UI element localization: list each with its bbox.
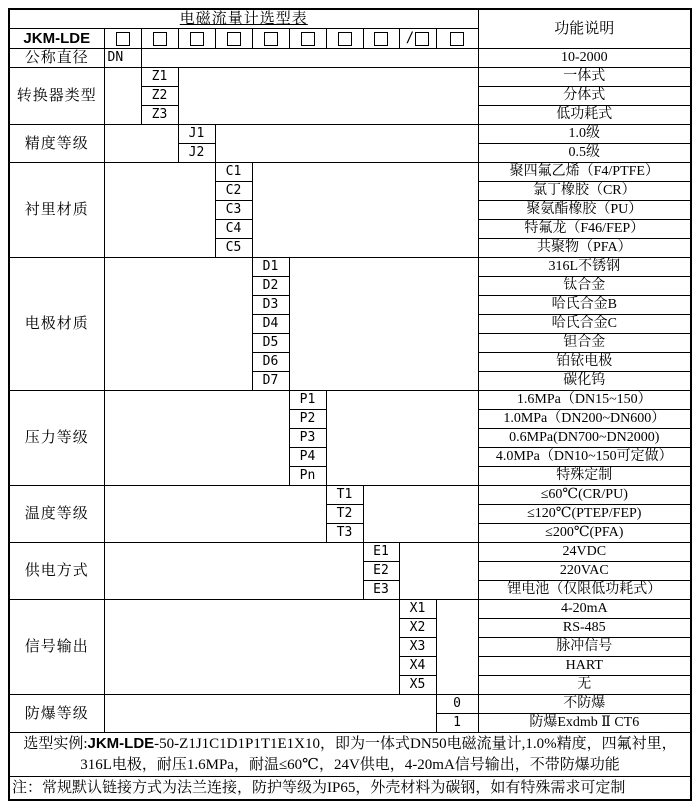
checkbox-icon[interactable]: [374, 32, 388, 46]
code-cell: C5: [215, 239, 252, 258]
category-label: 压力等级: [9, 391, 104, 486]
code-cell: 0: [436, 695, 478, 714]
function-cell: 0.6MPa(DN700~DN2000): [478, 429, 691, 448]
empty-cell: [104, 391, 289, 486]
note-text: 注：常规默认链接方式为法兰连接，防护等级为IP65，外壳材料为碳钢，如有特殊需求可定制: [9, 777, 691, 801]
function-cell: 哈氏合金C: [478, 315, 691, 334]
function-cell: 锂电池（仅限低功耗式）: [478, 581, 691, 600]
model-checkbox-cell[interactable]: [436, 29, 478, 49]
empty-cell: [104, 600, 399, 695]
function-cell: 钽合金: [478, 334, 691, 353]
category-label: 精度等级: [9, 125, 104, 163]
category-label: 信号输出: [9, 600, 104, 695]
category-label: 温度等级: [9, 486, 104, 543]
function-cell: 聚四氟乙烯（F4/PTFE）: [478, 163, 691, 182]
function-cell: 0.5级: [478, 144, 691, 163]
empty-cell: [436, 600, 478, 695]
function-header: 功能说明: [478, 9, 691, 49]
code-cell: C3: [215, 201, 252, 220]
example-line-2: 316L电极，耐压1.6MPa，耐温≤60℃，24V供电，4-20mA信号输出，不带防爆功能: [80, 757, 620, 773]
checkbox-icon[interactable]: [264, 32, 278, 46]
empty-cell: [399, 543, 478, 600]
code-cell: C2: [215, 182, 252, 201]
code-cell: D4: [252, 315, 289, 334]
function-cell: HART: [478, 657, 691, 676]
model-checkbox-cell[interactable]: [289, 29, 326, 49]
code-cell: D6: [252, 353, 289, 372]
checkbox-icon[interactable]: [301, 32, 315, 46]
code-cell: Z2: [141, 87, 178, 106]
function-cell: 铂铱电极: [478, 353, 691, 372]
empty-cell: [104, 695, 436, 733]
category-label: 电极材质: [9, 258, 104, 391]
slash-separator: /: [405, 30, 415, 46]
code-cell: J1: [178, 125, 215, 144]
empty-cell: [252, 163, 478, 258]
checkbox-icon[interactable]: [450, 32, 464, 46]
category-label: 供电方式: [9, 543, 104, 600]
code-cell: E3: [363, 581, 399, 600]
empty-cell: [141, 49, 478, 68]
model-checkbox-cell[interactable]: [363, 29, 399, 49]
example-model-code: JKM-LDE: [87, 735, 155, 752]
code-cell: P2: [289, 410, 326, 429]
function-cell: 无: [478, 676, 691, 695]
function-cell: RS-485: [478, 619, 691, 638]
code-cell: P3: [289, 429, 326, 448]
model-checkbox-cell[interactable]: [178, 29, 215, 49]
code-cell: X4: [399, 657, 436, 676]
model-prefix: JKM-LDE: [9, 29, 104, 49]
function-cell: 4-20mA: [478, 600, 691, 619]
checkbox-icon[interactable]: [116, 32, 130, 46]
function-cell: 防爆Exdmb Ⅱ CT6: [478, 714, 691, 733]
category-label: 防爆等级: [9, 695, 104, 733]
function-cell: 钛合金: [478, 277, 691, 296]
function-cell: 共聚物（PFA）: [478, 239, 691, 258]
function-cell: 220VAC: [478, 562, 691, 581]
empty-cell: [104, 163, 215, 258]
code-cell: X1: [399, 600, 436, 619]
code-cell: Z1: [141, 68, 178, 87]
empty-cell: [178, 68, 478, 125]
empty-cell: [363, 486, 478, 543]
code-cell: T1: [326, 486, 363, 505]
selection-example: [9, 733, 691, 777]
code-cell: T2: [326, 505, 363, 524]
function-cell: 分体式: [478, 87, 691, 106]
function-cell: 1.0MPa（DN200~DN600）: [478, 410, 691, 429]
code-cell: X2: [399, 619, 436, 638]
category-label: 公称直径: [9, 49, 104, 68]
empty-cell: [104, 258, 252, 391]
category-label: 转换器类型: [9, 68, 104, 125]
function-cell: ≤200℃(PFA): [478, 524, 691, 543]
code-cell: D7: [252, 372, 289, 391]
code-cell: X5: [399, 676, 436, 695]
function-cell: 氯丁橡胶（CR）: [478, 182, 691, 201]
checkbox-icon[interactable]: [338, 32, 352, 46]
code-cell: DN: [104, 49, 141, 68]
code-cell: D1: [252, 258, 289, 277]
code-cell: C1: [215, 163, 252, 182]
empty-cell: [104, 68, 141, 125]
code-cell: D5: [252, 334, 289, 353]
code-cell: X3: [399, 638, 436, 657]
empty-cell: [326, 391, 478, 486]
model-checkbox-cell[interactable]: [326, 29, 363, 49]
function-cell: 不防爆: [478, 695, 691, 714]
function-cell: 脉冲信号: [478, 638, 691, 657]
function-cell: 4.0MPa（DN10~150可定做）: [478, 448, 691, 467]
code-cell: 1: [436, 714, 478, 733]
category-label: 衬里材质: [9, 163, 104, 258]
function-cell: 聚氨酯橡胶（PU）: [478, 201, 691, 220]
code-cell: E2: [363, 562, 399, 581]
model-checkbox-cell[interactable]: [215, 29, 252, 49]
function-cell: 24VDC: [478, 543, 691, 562]
code-cell: C4: [215, 220, 252, 239]
empty-cell: [289, 258, 478, 391]
code-cell: Pn: [289, 467, 326, 486]
function-cell: 哈氏合金B: [478, 296, 691, 315]
code-cell: D2: [252, 277, 289, 296]
checkbox-icon[interactable]: [415, 32, 429, 46]
checkbox-icon[interactable]: [227, 32, 241, 46]
code-cell: D3: [252, 296, 289, 315]
code-cell: Z3: [141, 106, 178, 125]
code-cell: T3: [326, 524, 363, 543]
checkbox-icon[interactable]: [153, 32, 167, 46]
function-cell: 1.6MPa（DN15~150）: [478, 391, 691, 410]
checkbox-icon[interactable]: [190, 32, 204, 46]
function-cell: 1.0级: [478, 125, 691, 144]
empty-cell: [104, 125, 178, 163]
function-cell: 一体式: [478, 68, 691, 87]
function-cell: 316L不锈钢: [478, 258, 691, 277]
code-cell: P4: [289, 448, 326, 467]
empty-cell: [215, 125, 478, 163]
code-cell: P1: [289, 391, 326, 410]
model-checkbox-cell[interactable]: [104, 29, 141, 49]
code-cell: J2: [178, 144, 215, 163]
model-checkbox-cell[interactable]: [141, 29, 178, 49]
function-cell: 10-2000: [478, 49, 691, 68]
function-cell: 特殊定制: [478, 467, 691, 486]
model-checkbox-cell[interactable]: [399, 29, 436, 49]
function-cell: 低功耗式: [478, 106, 691, 125]
page-title: 电磁流量计选型表: [9, 9, 478, 29]
function-cell: 碳化钨: [478, 372, 691, 391]
function-cell: ≤120℃(PTEP/FEP): [478, 505, 691, 524]
function-cell: ≤60℃(CR/PU): [478, 486, 691, 505]
code-cell: E1: [363, 543, 399, 562]
empty-cell: [104, 486, 326, 543]
model-checkbox-cell[interactable]: [252, 29, 289, 49]
empty-cell: [104, 543, 363, 600]
function-cell: 特氟龙（F46/FEP）: [478, 220, 691, 239]
selection-table: [8, 8, 692, 801]
example-line-1: 选型实例:JKM-LDE-50-Z1J1C1D1P1T1E1X10，即为一体式DN50电磁流量计,1.0%精度，四氟衬里，: [23, 735, 677, 752]
